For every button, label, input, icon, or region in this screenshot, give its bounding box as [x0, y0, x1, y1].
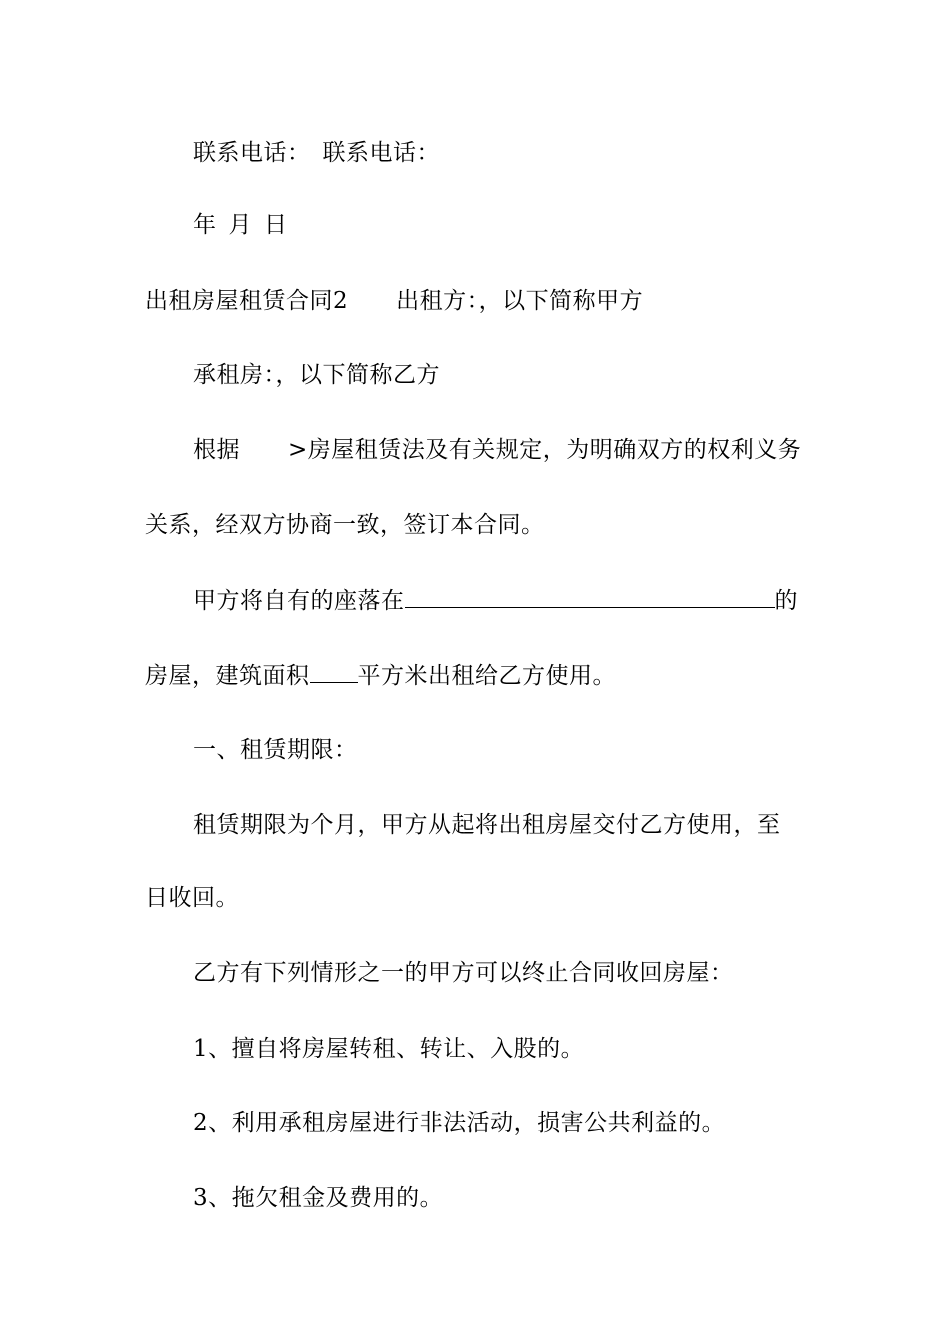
property-tail: 的 — [774, 588, 798, 614]
termination-intro: 乙方有下列情形之一的甲方可以终止合同收回房屋： — [193, 960, 734, 986]
basis-line — [193, 435, 801, 465]
date-year: 年 — [193, 212, 217, 238]
property-line — [193, 585, 798, 616]
list-item: 3、拖欠租金及费用的。 — [193, 1185, 444, 1211]
area-lead: 房屋，建筑面积 — [145, 663, 310, 689]
list-item: 1、擅自将房屋转租、转让、入股的。 — [193, 1036, 585, 1062]
area-tail: 平方米出租给乙方使用。 — [357, 663, 616, 689]
contact-line — [193, 138, 440, 168]
basis-rest: >房屋租赁法及有关规定，为明确双方的权利义务 — [288, 437, 802, 463]
date-line — [193, 210, 288, 240]
property-lead: 甲方将自有的座落在 — [193, 588, 405, 614]
lessor-line: 出租方：，以下简称甲方 — [396, 288, 644, 314]
contact-label-lessor: 联系电话： — [193, 140, 311, 166]
area-line — [145, 660, 616, 691]
term-line-1: 租赁期限为个月，甲方从起将出租房屋交付乙方使用，至 — [193, 812, 781, 838]
basis-continuation: 关系，经双方协商一致，签订本合同。 — [145, 512, 545, 538]
contract-title: 出租房屋租赁合同2 — [145, 288, 349, 314]
property-address-blank — [405, 585, 775, 608]
basis-lead: 根据 — [193, 437, 240, 463]
date-month: 月 — [228, 212, 252, 238]
list-item: 2、利用承租房屋进行非法活动，损害公共利益的。 — [193, 1110, 726, 1136]
date-day: 日 — [264, 212, 288, 238]
section-1-title: 一、租赁期限： — [193, 737, 358, 763]
contract-heading-line — [145, 286, 643, 316]
term-line-2: 日收回。 — [145, 885, 239, 911]
lessee-line: 承租房：，以下简称乙方 — [193, 362, 440, 388]
contact-label-lessee: 联系电话： — [322, 140, 440, 166]
area-blank — [310, 660, 358, 683]
